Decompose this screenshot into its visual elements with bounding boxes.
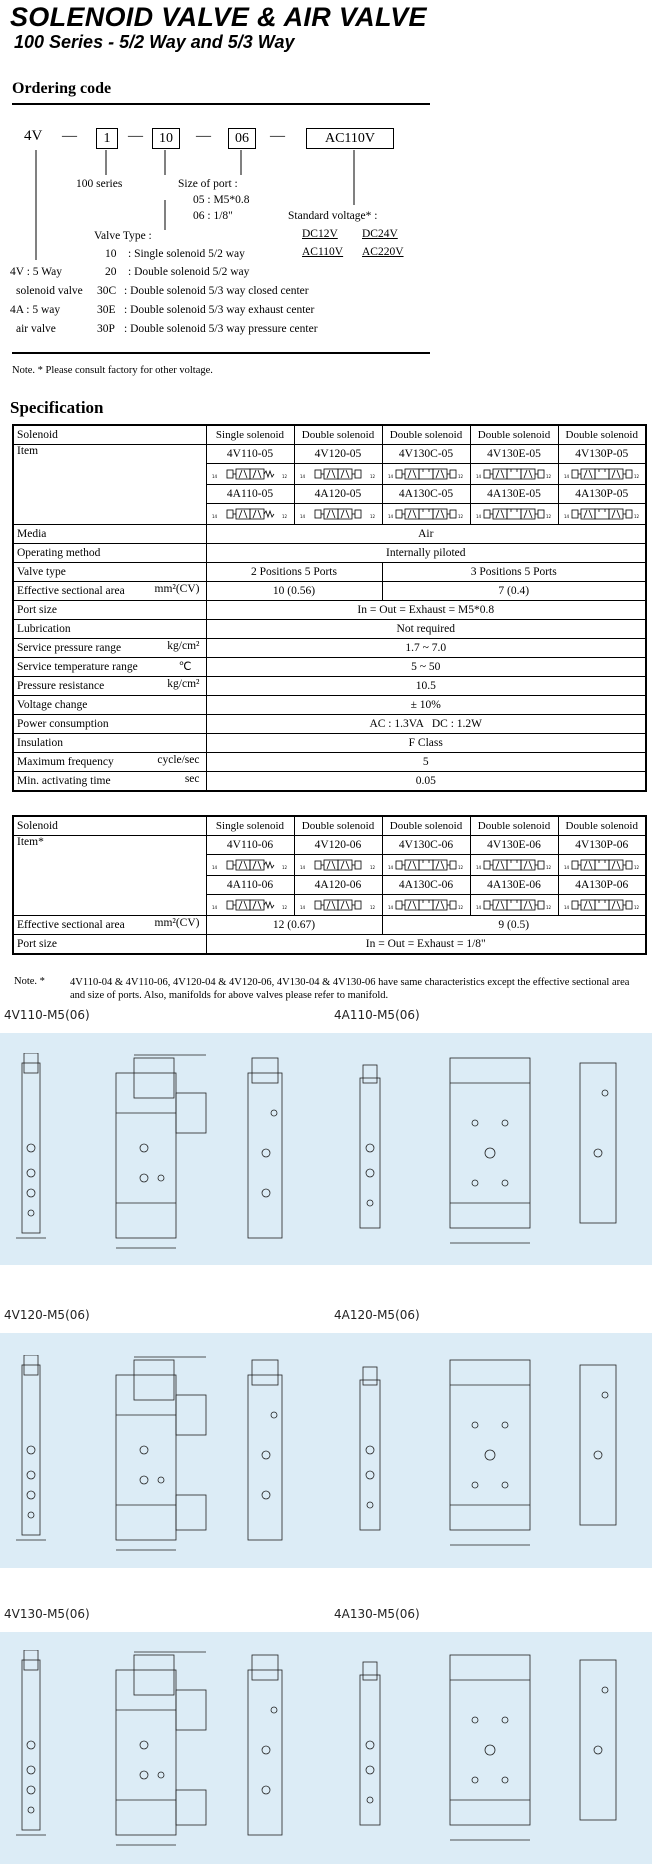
model-cell: 4A110-05 bbox=[206, 485, 294, 504]
svg-text:14: 14 bbox=[563, 905, 569, 910]
svg-text:14: 14 bbox=[388, 514, 394, 519]
row-unit: ℃ bbox=[178, 661, 192, 673]
row-value: 5 ~ 50 bbox=[206, 658, 646, 677]
row-label-with-unit bbox=[13, 753, 206, 772]
svg-text:14: 14 bbox=[563, 514, 569, 519]
drawing-panel-120 bbox=[0, 1333, 652, 1568]
svg-text:12: 12 bbox=[458, 905, 464, 910]
svg-text:12: 12 bbox=[370, 905, 376, 910]
drawing-label: 4V110-M5(06) bbox=[4, 1008, 90, 1022]
row-value: ± 10% bbox=[206, 696, 646, 715]
table-row bbox=[13, 620, 646, 639]
valve-symbol-icon bbox=[470, 464, 558, 485]
table-row bbox=[13, 658, 646, 677]
port-title: Size of port : bbox=[178, 178, 238, 190]
svg-text:14: 14 bbox=[212, 905, 218, 910]
svg-text:14: 14 bbox=[388, 865, 394, 870]
table-row bbox=[13, 935, 646, 955]
row-label-with-unit bbox=[13, 639, 206, 658]
svg-text:14: 14 bbox=[212, 514, 218, 519]
code-series-box: 1 bbox=[96, 128, 118, 149]
row-value: 10.5 bbox=[206, 677, 646, 696]
svg-text:14: 14 bbox=[476, 865, 482, 870]
drawing-label: 4A110-M5(06) bbox=[334, 1008, 420, 1022]
svg-text:14: 14 bbox=[563, 474, 569, 479]
row-value: In = Out = Exhaust = M5*0.8 bbox=[206, 601, 646, 620]
row-value: Not required bbox=[206, 620, 646, 639]
model-cell: 4A120-06 bbox=[294, 876, 382, 895]
row-value: 1.7 ~ 7.0 bbox=[206, 639, 646, 658]
model-cell: 4A130P-05 bbox=[558, 485, 646, 504]
model-cell: 4V120-05 bbox=[294, 445, 382, 464]
svg-text:14: 14 bbox=[300, 514, 306, 519]
table-row bbox=[13, 425, 646, 445]
row-label-with-unit bbox=[13, 658, 206, 677]
drawing-label: 4A130-M5(06) bbox=[334, 1607, 420, 1621]
model-cell: 4A130C-06 bbox=[382, 876, 470, 895]
svg-text:12: 12 bbox=[282, 474, 288, 479]
svg-text:14: 14 bbox=[563, 865, 569, 870]
valve-type-code: 10 bbox=[105, 248, 117, 260]
drawing-panel-130 bbox=[0, 1632, 652, 1864]
col-header: Double solenoid bbox=[470, 816, 558, 836]
model-cell: 4V130C-06 bbox=[382, 836, 470, 855]
valve-type-desc: : Single solenoid 5/2 way bbox=[128, 248, 245, 260]
table-row bbox=[13, 816, 646, 836]
voltage-dc12v: DC12V bbox=[302, 228, 338, 240]
row-label-with-unit bbox=[13, 772, 206, 792]
row-value: 7 (0.4) bbox=[382, 582, 646, 601]
svg-text:12: 12 bbox=[633, 474, 639, 479]
valve-symbol-icon bbox=[470, 895, 558, 916]
svg-text:12: 12 bbox=[546, 474, 552, 479]
row-label: Pressure resistance bbox=[17, 680, 105, 692]
code-type-box: 10 bbox=[152, 128, 180, 149]
table-row bbox=[13, 582, 646, 601]
code-dash-2: — bbox=[128, 128, 143, 144]
svg-text:12: 12 bbox=[633, 905, 639, 910]
page-title: SOLENOID VALVE & AIR VALVE bbox=[10, 2, 427, 32]
row-value: 9 (0.5) bbox=[382, 916, 646, 935]
col-header: Single solenoid bbox=[206, 816, 294, 836]
row-unit: mm²(CV) bbox=[154, 583, 200, 595]
valve-type-code: 20 bbox=[105, 266, 117, 278]
model-cell: 4A130C-05 bbox=[382, 485, 470, 504]
row-label: Valve type bbox=[13, 563, 206, 582]
row-unit: sec bbox=[184, 773, 200, 785]
valve-type-code: 30E bbox=[97, 304, 116, 316]
model-cell: 4V110-05 bbox=[206, 445, 294, 464]
svg-text:12: 12 bbox=[282, 514, 288, 519]
row-value: F Class bbox=[206, 734, 646, 753]
row-label: Effective sectional area bbox=[17, 919, 125, 931]
valve-symbol-icon bbox=[382, 504, 470, 525]
table-row bbox=[13, 772, 646, 792]
spec-table-06 bbox=[12, 815, 647, 955]
row-value: 2 Positions 5 Ports bbox=[206, 563, 382, 582]
dimension-drawing-4v120 bbox=[16, 1355, 316, 1560]
code-dash-3: — bbox=[196, 128, 211, 144]
col-header: Double solenoid bbox=[294, 425, 382, 445]
dimension-drawing-4v130 bbox=[16, 1650, 316, 1855]
col-header: Double solenoid bbox=[382, 425, 470, 445]
valve-type-code: 30P bbox=[97, 323, 115, 335]
svg-text:12: 12 bbox=[546, 905, 552, 910]
table-row bbox=[13, 677, 646, 696]
svg-text:12: 12 bbox=[458, 865, 464, 870]
col-header: Double solenoid bbox=[382, 816, 470, 836]
row-value: AC : 1.3VA DC : 1.2W bbox=[206, 715, 646, 734]
valve-type-desc: : Double solenoid 5/3 way pressure center bbox=[124, 323, 318, 335]
spec-heading: Specification bbox=[10, 398, 104, 417]
code-prefix: 4V bbox=[24, 128, 43, 144]
code-voltage-box: AC110V bbox=[306, 128, 394, 149]
model-cell: 4V130C-05 bbox=[382, 445, 470, 464]
svg-text:14: 14 bbox=[300, 905, 306, 910]
svg-text:12: 12 bbox=[546, 514, 552, 519]
solenoid-label: Solenoid bbox=[13, 425, 206, 445]
row-value: 0.05 bbox=[206, 772, 646, 792]
model-cell: 4V120-06 bbox=[294, 836, 382, 855]
row-unit: kg/cm² bbox=[167, 678, 200, 690]
row-label-with-unit bbox=[13, 677, 206, 696]
port-option-05: 05 : M5*0.8 bbox=[193, 194, 250, 206]
valve-symbol-icon bbox=[470, 855, 558, 876]
row-value: Air bbox=[206, 525, 646, 544]
table-row bbox=[13, 836, 646, 855]
valve-symbol-icon bbox=[382, 464, 470, 485]
col-header: Double solenoid bbox=[558, 425, 646, 445]
row-label: Service temperature range bbox=[17, 661, 138, 673]
svg-text:14: 14 bbox=[476, 474, 482, 479]
dimension-drawing-4v110 bbox=[16, 1053, 316, 1258]
col-header: Double solenoid bbox=[294, 816, 382, 836]
svg-text:14: 14 bbox=[388, 474, 394, 479]
left-label-4v-sub: solenoid valve bbox=[16, 285, 83, 297]
row-unit: cycle/sec bbox=[157, 754, 200, 766]
row-label: Voltage change bbox=[13, 696, 206, 715]
ordering-heading: Ordering code bbox=[12, 80, 112, 97]
table-row bbox=[13, 525, 646, 544]
table-row bbox=[13, 696, 646, 715]
drawing-label: 4V130-M5(06) bbox=[4, 1607, 90, 1621]
model-cell: 4A110-06 bbox=[206, 876, 294, 895]
col-header: Double solenoid bbox=[558, 816, 646, 836]
valve-type-code: 30C bbox=[97, 285, 117, 297]
drawing-label: 4A120-M5(06) bbox=[334, 1308, 420, 1322]
svg-text:12: 12 bbox=[458, 514, 464, 519]
ordering-note: Note. * Please consult factory for other voltage. bbox=[12, 365, 213, 376]
valve-symbol-icon bbox=[206, 464, 294, 485]
valve-symbol-icon bbox=[294, 504, 382, 525]
model-cell: 4V130P-05 bbox=[558, 445, 646, 464]
row-value: Internally piloted bbox=[206, 544, 646, 563]
model-cell: 4V130P-06 bbox=[558, 836, 646, 855]
row-label: Port size bbox=[13, 935, 206, 955]
row-value: 10 (0.56) bbox=[206, 582, 382, 601]
model-cell: 4V130E-06 bbox=[470, 836, 558, 855]
row-label: Media bbox=[13, 525, 206, 544]
row-label: Service pressure range bbox=[17, 642, 122, 654]
valve-type-desc: : Double solenoid 5/3 way exhaust center bbox=[124, 304, 315, 316]
valve-symbol-icon bbox=[558, 464, 646, 485]
ordering-bottom-rule bbox=[12, 352, 430, 354]
code-dash-1: — bbox=[62, 128, 77, 144]
row-label: Port size bbox=[13, 601, 206, 620]
row-value: 12 (0.67) bbox=[206, 916, 382, 935]
drawing-label: 4V120-M5(06) bbox=[4, 1308, 90, 1322]
row-value: In = Out = Exhaust = 1/8" bbox=[206, 935, 646, 955]
drawing-panel-110 bbox=[0, 1033, 652, 1265]
col-header: Double solenoid bbox=[470, 425, 558, 445]
solenoid-label: Solenoid bbox=[13, 816, 206, 836]
svg-text:12: 12 bbox=[370, 474, 376, 479]
dimension-drawing-4a110 bbox=[350, 1053, 640, 1258]
valve-symbol-icon bbox=[294, 855, 382, 876]
voltage-ac110v: AC110V bbox=[302, 246, 344, 258]
svg-text:14: 14 bbox=[300, 865, 306, 870]
table-row bbox=[13, 916, 646, 935]
svg-text:14: 14 bbox=[212, 865, 218, 870]
dimension-drawing-4a130 bbox=[350, 1650, 640, 1855]
svg-text:12: 12 bbox=[370, 514, 376, 519]
valve-symbol-icon bbox=[382, 855, 470, 876]
svg-text:12: 12 bbox=[282, 865, 288, 870]
valve-symbol-icon bbox=[558, 895, 646, 916]
valve-symbol-icon bbox=[558, 855, 646, 876]
row-value: 3 Positions 5 Ports bbox=[382, 563, 646, 582]
table-row bbox=[13, 445, 646, 464]
series-label: 100 series bbox=[76, 178, 123, 190]
valve-symbol-icon bbox=[294, 464, 382, 485]
row-label: Min. activating time bbox=[17, 775, 111, 787]
spec-note: 4V110-04 & 4V110-06, 4V120-04 & 4V120-06, 4V130-04 & 4V130-06 have same characteristics except the effective sectional area and size of ports. Also, manifolds for above valves please refer to manifold. bbox=[70, 977, 630, 1001]
row-value: 5 bbox=[206, 753, 646, 772]
row-unit: mm²(CV) bbox=[154, 917, 200, 929]
svg-text:12: 12 bbox=[458, 474, 464, 479]
model-cell: 4A120-05 bbox=[294, 485, 382, 504]
row-label: Lubrication bbox=[13, 620, 206, 639]
voltage-title: Standard voltage* : bbox=[288, 210, 378, 222]
svg-text:12: 12 bbox=[370, 865, 376, 870]
col-header: Single solenoid bbox=[206, 425, 294, 445]
svg-text:14: 14 bbox=[476, 514, 482, 519]
code-dash-4: — bbox=[270, 128, 285, 144]
svg-text:14: 14 bbox=[476, 905, 482, 910]
svg-text:14: 14 bbox=[212, 474, 218, 479]
valve-symbol-icon bbox=[206, 504, 294, 525]
row-label: Operating method bbox=[13, 544, 206, 563]
table-row bbox=[13, 715, 646, 734]
svg-text:12: 12 bbox=[633, 514, 639, 519]
valve-type-desc: : Double solenoid 5/2 way bbox=[128, 266, 250, 278]
valve-symbol-icon bbox=[206, 895, 294, 916]
item-label: Item* bbox=[13, 836, 206, 916]
left-label-4a: 4A : 5 way bbox=[10, 304, 61, 316]
spec-note-prefix: Note. * bbox=[14, 976, 45, 987]
valve-symbol-icon bbox=[470, 504, 558, 525]
left-label-4a-sub: air valve bbox=[16, 323, 56, 335]
page-subtitle: 100 Series - 5/2 Way and 5/3 Way bbox=[14, 32, 295, 52]
row-label: Insulation bbox=[13, 734, 206, 753]
table-row bbox=[13, 544, 646, 563]
svg-text:12: 12 bbox=[282, 905, 288, 910]
item-label: Item bbox=[13, 445, 206, 525]
model-cell: 4A130P-06 bbox=[558, 876, 646, 895]
valve-symbol-icon bbox=[294, 895, 382, 916]
table-row bbox=[13, 601, 646, 620]
valve-symbol-icon bbox=[382, 895, 470, 916]
valve-type-title: Valve Type : bbox=[94, 230, 152, 242]
table-row bbox=[13, 753, 646, 772]
model-cell: 4V130E-05 bbox=[470, 445, 558, 464]
code-port-box: 06 bbox=[228, 128, 256, 149]
row-label: Power consumption bbox=[13, 715, 206, 734]
left-label-4v: 4V : 5 Way bbox=[10, 266, 62, 278]
table-row bbox=[13, 639, 646, 658]
dimension-drawing-4a120 bbox=[350, 1355, 640, 1560]
valve-symbol-icon bbox=[206, 855, 294, 876]
spec-table-05 bbox=[12, 424, 647, 792]
table-row bbox=[13, 563, 646, 582]
valve-symbol-icon bbox=[558, 504, 646, 525]
row-unit: kg/cm² bbox=[167, 640, 200, 652]
svg-text:14: 14 bbox=[300, 474, 306, 479]
row-label: Effective sectional area bbox=[17, 585, 125, 597]
port-option-06: 06 : 1/8" bbox=[193, 210, 233, 222]
row-label-with-unit bbox=[13, 916, 206, 935]
valve-type-desc: : Double solenoid 5/3 way closed center bbox=[124, 285, 309, 297]
svg-text:12: 12 bbox=[546, 865, 552, 870]
voltage-dc24v: DC24V bbox=[362, 228, 398, 240]
row-label-with-unit bbox=[13, 582, 206, 601]
model-cell: 4A130E-06 bbox=[470, 876, 558, 895]
row-label: Maximum frequency bbox=[17, 756, 114, 768]
table-row bbox=[13, 734, 646, 753]
model-cell: 4V110-06 bbox=[206, 836, 294, 855]
voltage-ac220v: AC220V bbox=[362, 246, 404, 258]
svg-text:14: 14 bbox=[388, 905, 394, 910]
model-cell: 4A130E-05 bbox=[470, 485, 558, 504]
svg-text:12: 12 bbox=[633, 865, 639, 870]
